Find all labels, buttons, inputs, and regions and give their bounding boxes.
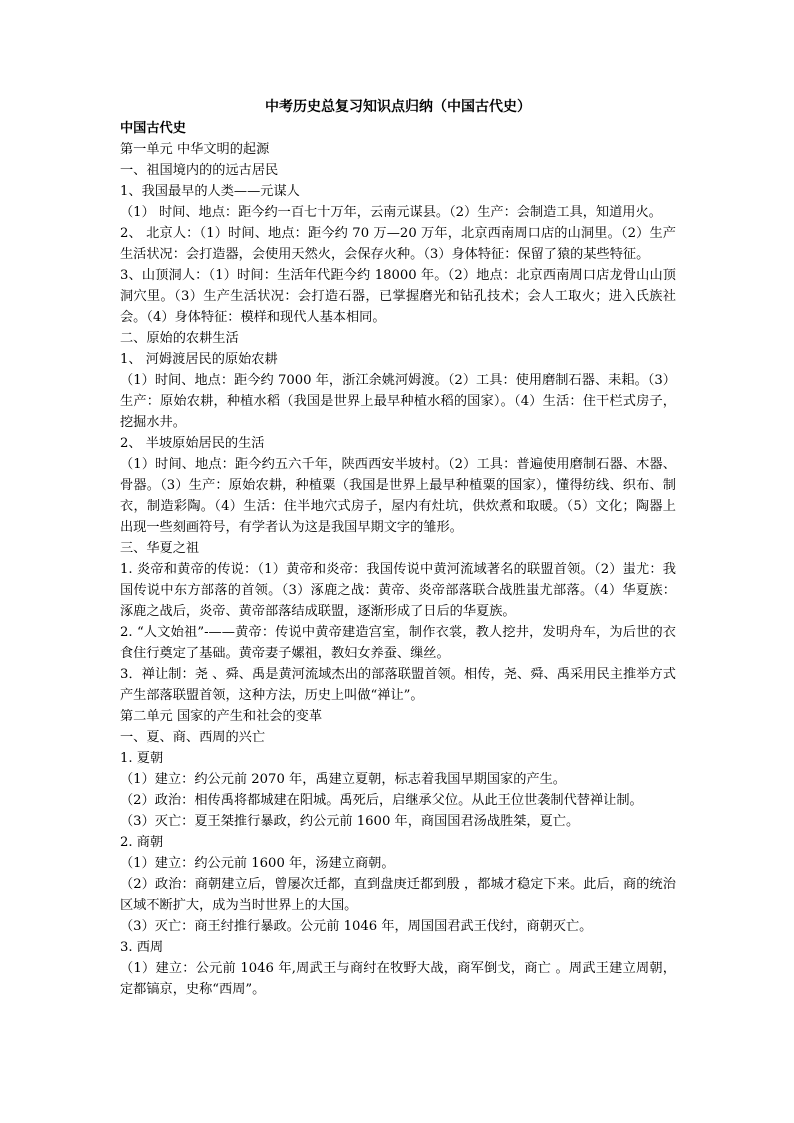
- text-paragraph: （3）灭亡：商王纣推行暴政。公元前 1046 年，周国国君武王伐纣，商朝灭亡。: [120, 919, 593, 934]
- text-paragraph: 1. 炎帝和黄帝的传说：（1）黄帝和炎帝：我国传说中黄河流域著名的联盟首领。（2）蚩尤：我国传说中东方部落的首领。（3）涿鹿之战：黄帝、炎帝部落联合战胜蚩尤部落。（4）华夏族：涿鹿之战后，炎帝、黄帝部落结成联盟，逐渐形成了日后的华夏族。: [120, 562, 676, 619]
- text-paragraph: 1. 夏朝: [120, 751, 164, 766]
- text-paragraph: 一、祖国境内的的远古居民: [120, 163, 279, 178]
- text-paragraph: 2. 商朝: [120, 835, 164, 850]
- document-title: 中考历史总复习知识点归纳（中国古代史）: [265, 99, 531, 115]
- text-paragraph: 第一单元 中华文明的起源: [120, 142, 270, 157]
- text-paragraph: 2、 半坡原始居民的生活: [120, 436, 265, 451]
- text-paragraph: （1）时间、地点：距今约五六千年，陕西西安半坡村。（2）工具：普遍使用磨制石器、木器、骨器。（3）生产：原始农耕，种植粟（我国是世界上最早种植粟的国家），懂得纺线、织布、制衣，制造彩陶。（4）生活：住半地穴式房子，屋内有灶坑，供炊煮和取暖。（5）文化；陶器上出现一些刻画符号，有学者认为这是我国早期文字的雏形。: [120, 457, 676, 535]
- text-paragraph: 1、 河姆渡居民的原始农耕: [120, 352, 278, 367]
- text-paragraph: （1） 时间、地点：距今约一百七十万年，云南元谋县。（2）生产：会制造工具，知道用火。: [120, 205, 662, 220]
- text-paragraph: 2. “人文始祖”-——黄帝：传说中黄帝建造宫室，制作衣裳，教人挖井，发明舟车，为后世的衣食住行奠定了基础。黄帝妻子嫘祖，教妇女养蚕、缫丝。: [120, 625, 676, 661]
- text-paragraph: 3．禅让制：尧 、舜、禹是黄河流域杰出的部落联盟首领。相传，尧、舜、禹采用民主推举方式产生部落联盟首领，这种方法，历史上叫做“禅让”。: [120, 667, 676, 703]
- section-heading: 中国古代史: [120, 121, 186, 136]
- text-paragraph: 一、夏、商、西周的兴亡: [120, 730, 266, 745]
- text-paragraph: （1）建立：公元前 1046 年,周武王与商纣在牧野大战，商军倒戈，商亡 。周武王建立周朝，定都镐京，史称“西周”。: [120, 961, 676, 997]
- text-paragraph: （1）建立：约公元前 1600 年，汤建立商朝。: [120, 856, 395, 871]
- text-paragraph: 三、华夏之祖: [120, 541, 200, 556]
- text-paragraph: （2）政治：相传禹将都城建在阳城。禹死后，启继承父位。从此王位世袭制代替禅让制。: [120, 793, 643, 808]
- text-paragraph: （2）政治：商朝建立后，曾屡次迁都，直到盘庚迁都到殷 ，都城才稳定下来。此后，商的统治区域不断扩大，成为当时世界上的大国。: [120, 877, 676, 913]
- text-paragraph: （1）时间、地点：距今约 7000 年，浙江余姚河姆渡。（2）工具：使用磨制石器、耒耜。（3）生产：原始农耕，种植水稻（我国是世界上最早种植水稻的国家）。（4）生活：住干栏式房子，挖掘水井。: [120, 373, 676, 430]
- document-page: [120, 96, 676, 1000]
- text-paragraph: 1、我国最早的人类——元谋人: [120, 184, 300, 199]
- text-paragraph: 二、原始的农耕生活: [120, 331, 239, 346]
- text-paragraph: 第二单元 国家的产生和社会的变革: [120, 709, 323, 724]
- text-paragraph: 3、山顶洞人：（1）时间：生活年代距今约 18000 年。（2）地点：北京西南周口店龙骨山山顶洞穴里。（3）生产生活状况：会打造石器，已掌握磨光和钻孔技术；会人工取火；进入氏族社会。（4）身体特征：模样和现代人基本相同。: [120, 268, 676, 325]
- text-paragraph: （1）建立：约公元前 2070 年，禹建立夏朝，标志着我国早期国家的产生。: [120, 772, 566, 787]
- document-body: [120, 118, 676, 1000]
- text-paragraph: （3）灭亡：夏王桀推行暴政，约公元前 1600 年，商国国君汤战胜桀，夏亡。: [120, 814, 580, 829]
- text-paragraph: 3. 西周: [120, 940, 164, 955]
- text-paragraph: 2、 北京人：（1）时间、地点：距今约 70 万—20 万年，北京西南周口店的山洞里。（2）生产生活状况：会打造器，会使用天然火，会保存火种。（3）身体特征：保留了猿的某些特征。: [120, 226, 676, 262]
